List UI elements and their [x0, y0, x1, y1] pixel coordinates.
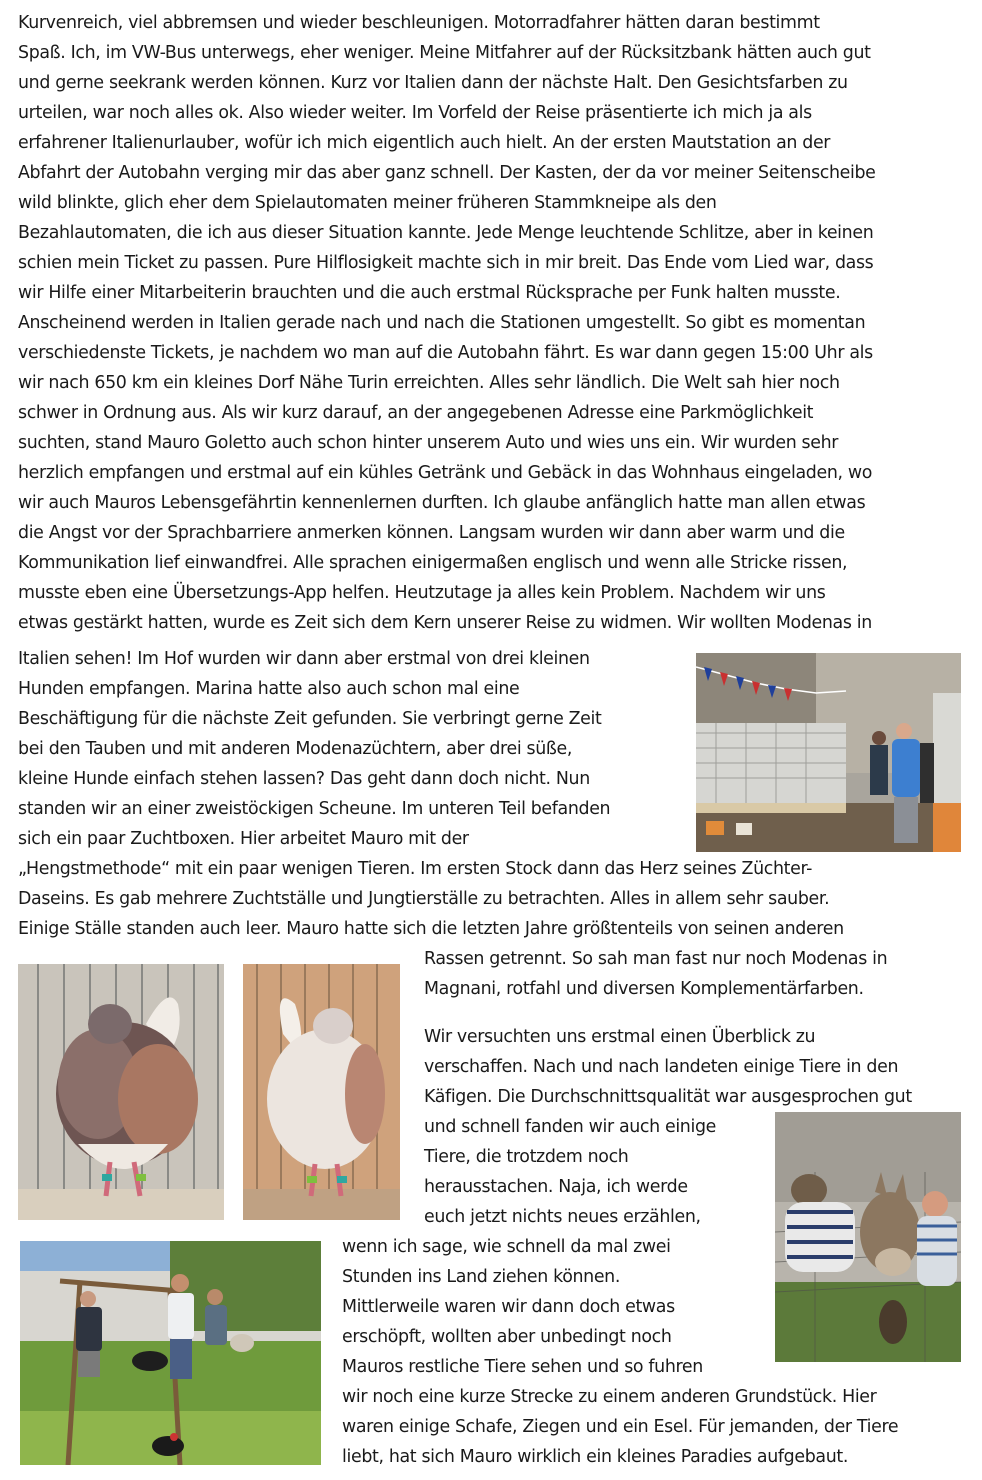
- text-line: Abfahrt der Autobahn verging mir das aber ganz schnell. Der Kasten, der da vor meiner Seitenscheibe: [18, 163, 876, 183]
- text-line: Rassen getrennt. So sah man fast nur noch Modenas in: [424, 949, 888, 969]
- text-line: Spaß. Ich, im VW-Bus unterwegs, eher weniger. Meine Mitfahrer auf der Rücksitzbank hätten auch gut: [18, 43, 871, 63]
- text-line: Mauros restliche Tiere sehen und so fuhren: [342, 1357, 703, 1377]
- text-line: erfahrener Italienurlauber, wofür ich mich eigentlich auch hielt. An der ersten Mautstation an der: [18, 133, 831, 153]
- text-line: sich ein paar Zuchtboxen. Hier arbeitet Mauro mit der: [18, 829, 469, 849]
- text-line: etwas gestärkt hatten, wurde es Zeit sich dem Kern unserer Reise zu widmen. Wir wollten Modenas in: [18, 613, 872, 633]
- text-line: wir nach 650 km ein kleines Dorf Nähe Turin erreichten. Alles sehr ländlich. Die Welt sah hier noch: [18, 373, 840, 393]
- text-line: Anscheinend werden in Italien gerade nach und nach die Stationen umgestellt. So gibt es momentan: [18, 313, 866, 333]
- text-line: Kommunikation lief einwandfrei. Alle sprachen einigermaßen englisch und wenn alle Stricke rissen,: [18, 553, 848, 573]
- text-line: erschöpft, wollten aber unbedingt noch: [342, 1327, 672, 1347]
- text-line: wir Hilfe einer Mitarbeiterin brauchten und die auch erstmal Rücksprache per Funk halten musste.: [18, 283, 841, 303]
- text-line: Bezahlautomaten, die ich aus dieser Situation kannte. Jede Menge leuchtende Schlitze, aber in keinen: [18, 223, 874, 243]
- text-line: bei den Tauben und mit anderen Modenazüchtern, aber drei süße,: [18, 739, 572, 759]
- pigeon-photo-light: [243, 964, 400, 1220]
- text-line: waren einige Schafe, Ziegen und ein Esel. Für jemanden, der Tiere: [342, 1417, 899, 1437]
- donkey-photo: [775, 1112, 961, 1362]
- text-line: Tiere, die trotzdem noch: [424, 1147, 629, 1167]
- text-line: wild blinkte, glich eher dem Spielautomaten meiner früheren Stammkneipe als den: [18, 193, 717, 213]
- text-line: Stunden ins Land ziehen können.: [342, 1267, 621, 1287]
- text-line: verschaffen. Nach und nach landeten einige Tiere in den: [424, 1057, 899, 1077]
- garden-photo: [20, 1241, 321, 1465]
- text-line: und schnell fanden wir auch einige: [424, 1117, 717, 1137]
- text-line: Kurvenreich, viel abbremsen und wieder beschleunigen. Motorradfahrer hätten daran bestimmt: [18, 13, 820, 33]
- text-line: musste eben eine Übersetzungs-App helfen. Heutzutage ja alles kein Problem. Nachdem wir uns: [18, 583, 826, 603]
- text-line: Wir versuchten uns erstmal einen Überblick zu: [424, 1027, 816, 1047]
- text-line: Käfigen. Die Durchschnittsqualität war ausgesprochen gut: [424, 1087, 912, 1107]
- text-line: urteilen, war noch alles ok. Also wieder weiter. Im Vorfeld der Reise präsentierte ich mich ja als: [18, 103, 812, 123]
- barn-interior-photo: [696, 653, 961, 852]
- text-line: schien mein Ticket zu passen. Pure Hilflosigkeit machte sich in mir breit. Das Ende vom Lied war, dass: [18, 253, 874, 273]
- text-line: Einige Ställe standen auch leer. Mauro hatte sich die letzten Jahre größtenteils von seinen anderen: [18, 919, 844, 939]
- text-line: und gerne seekrank werden können. Kurz vor Italien dann der nächste Halt. Den Gesichtsfarben zu: [18, 73, 848, 93]
- text-line: Mittlerweile waren wir dann doch etwas: [342, 1297, 675, 1317]
- text-line: Italien sehen! Im Hof wurden wir dann aber erstmal von drei kleinen: [18, 649, 590, 669]
- text-line: wenn ich sage, wie schnell da mal zwei: [342, 1237, 671, 1257]
- text-line: Hunden empfangen. Marina hatte also auch schon mal eine: [18, 679, 520, 699]
- text-line: liebt, hat sich Mauro wirklich ein kleines Paradies aufgebaut.: [342, 1447, 849, 1467]
- text-line: standen wir an einer zweistöckigen Scheune. Im unteren Teil befanden: [18, 799, 611, 819]
- text-line: schwer in Ordnung aus. Als wir kurz darauf, an der angegebenen Adresse eine Parkmöglichkeit: [18, 403, 814, 423]
- pigeon-photo-dark: [18, 964, 224, 1220]
- text-line: verschiedenste Tickets, je nachdem wo man auf die Autobahn fährt. Es war dann gegen 15:00 Uhr als: [18, 343, 873, 363]
- text-line: suchten, stand Mauro Goletto auch schon hinter unserem Auto und wies uns ein. Wir wurden sehr: [18, 433, 839, 453]
- text-line: Beschäftigung für die nächste Zeit gefunden. Sie verbringt gerne Zeit: [18, 709, 602, 729]
- text-line: herzlich empfangen und erstmal auf ein kühles Getränk und Gebäck in das Wohnhaus eingeladen, wo: [18, 463, 873, 483]
- text-line: wir auch Mauros Lebensgefährtin kennenlernen durften. Ich glaube anfänglich hatte man allen etwas: [18, 493, 866, 513]
- text-line: kleine Hunde einfach stehen lassen? Das geht dann doch nicht. Nun: [18, 769, 590, 789]
- text-line: „Hengstmethode“ mit ein paar wenigen Tieren. Im ersten Stock dann das Herz seines Züchter-: [18, 859, 813, 879]
- text-line: euch jetzt nichts neues erzählen,: [424, 1207, 701, 1227]
- text-line: Daseins. Es gab mehrere Zuchtställe und Jungtierställe zu betrachten. Alles in allem sehr sauber.: [18, 889, 830, 909]
- text-line: herausstachen. Naja, ich werde: [424, 1177, 688, 1197]
- text-line: wir noch eine kurze Strecke zu einem anderen Grundstück. Hier: [342, 1387, 877, 1407]
- text-line: Magnani, rotfahl und diversen Komplementärfarben.: [424, 979, 864, 999]
- text-line: die Angst vor der Sprachbarriere anmerken können. Langsam wurden wir dann aber warm und die: [18, 523, 845, 543]
